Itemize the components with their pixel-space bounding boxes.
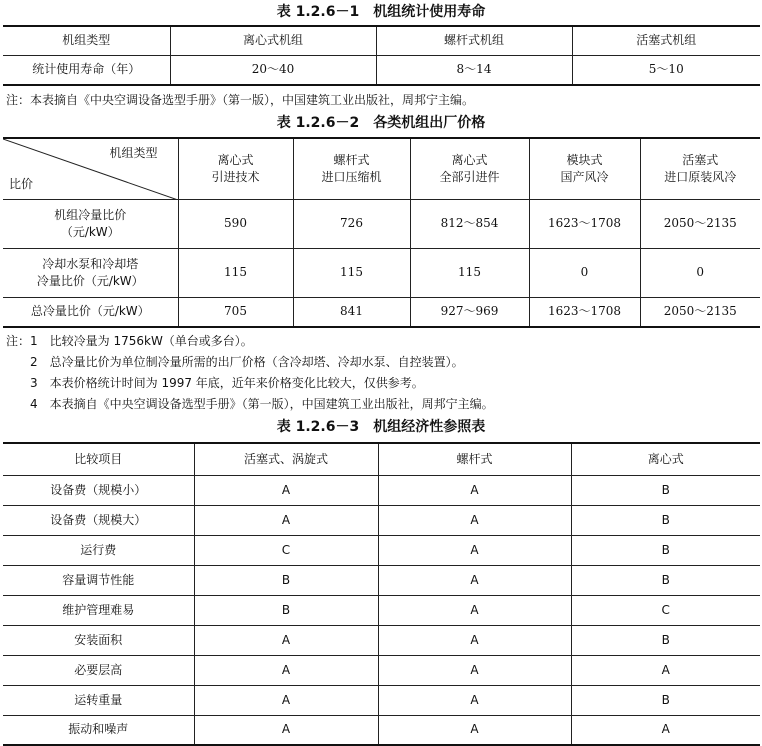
table3-economics	[3, 442, 760, 746]
table3-title: 表 1.2.6－3 机组经济性参照表	[276, 419, 486, 435]
table-cell: C	[571, 595, 760, 625]
table-cell: C	[194, 535, 378, 565]
table-cell: A	[378, 565, 571, 595]
table-cell: 927～969	[410, 297, 529, 327]
table-cell: A	[571, 715, 760, 745]
header-cell: 离心式	[571, 443, 760, 475]
table2-note-3: 3 本表价格统计时间为 1997 年底，近年来价格变化比较大，仅供参考。	[30, 376, 424, 390]
table-cell: A	[194, 475, 378, 505]
header-cell: 模块式 国产风冷	[529, 138, 640, 199]
table-cell: A	[194, 505, 378, 535]
table-header-row	[3, 443, 760, 475]
table-cell: A	[378, 505, 571, 535]
table-cell: 8～14	[376, 55, 572, 85]
table-row	[3, 297, 760, 327]
table-row	[3, 248, 760, 297]
table-row	[3, 565, 760, 595]
row-label: 冷却水泵和冷却塔 冷量比价（元/kW）	[3, 248, 178, 297]
table-cell: A	[194, 655, 378, 685]
table-cell: A	[194, 625, 378, 655]
header-cell: 比较项目	[3, 443, 194, 475]
table-cell: A	[378, 655, 571, 685]
table-cell: A	[378, 595, 571, 625]
table-cell: 1623～1708	[529, 297, 640, 327]
table2-prices	[3, 137, 760, 328]
table-cell: 590	[178, 199, 293, 248]
table2-note-1: 注：1 比较冷量为 1756kW（单台或多台）。	[6, 334, 253, 348]
table-cell: B	[194, 595, 378, 625]
table-row	[3, 55, 760, 85]
table-cell: A	[378, 475, 571, 505]
table-row	[3, 475, 760, 505]
row-label: 机组冷量比价 （元/kW）	[3, 199, 178, 248]
header-cell: 活塞式、涡旋式	[194, 443, 378, 475]
table-cell: 705	[178, 297, 293, 327]
table-cell: B	[571, 535, 760, 565]
table-cell: 20～40	[170, 55, 376, 85]
table-row	[3, 505, 760, 535]
table-row	[3, 595, 760, 625]
table-cell: A	[378, 685, 571, 715]
table1-title: 表 1.2.6－1 机组统计使用寿命	[276, 4, 486, 20]
row-label: 总冷量比价（元/kW）	[3, 297, 178, 327]
table-row	[3, 625, 760, 655]
header-cell: 螺杆式	[378, 443, 571, 475]
row-label: 容量调节性能	[3, 565, 194, 595]
row-label: 设备费（规模大）	[3, 505, 194, 535]
table-row	[3, 199, 760, 248]
table-cell: B	[571, 685, 760, 715]
table-cell: 841	[293, 297, 410, 327]
table-cell: 115	[178, 248, 293, 297]
header-cell: 离心式 全部引进件	[410, 138, 529, 199]
table-cell: A	[378, 625, 571, 655]
table-cell: A	[194, 715, 378, 745]
header-cell: 螺杆式机组	[376, 26, 572, 55]
table-header-row	[3, 26, 760, 55]
table-cell: 5～10	[572, 55, 760, 85]
table-cell: B	[571, 625, 760, 655]
table-cell: 812～854	[410, 199, 529, 248]
table2-note-4: 4 本表摘自《中央空调设备选型手册》（第一版），中国建筑工业出版社，周邦宁主编。	[30, 397, 494, 411]
table-cell: 0	[529, 248, 640, 297]
diagonal-header-cell	[3, 138, 178, 199]
corner-label-price: 比价	[9, 176, 34, 191]
table-row	[3, 655, 760, 685]
header-cell: 活塞式机组	[572, 26, 760, 55]
table-cell: A	[571, 655, 760, 685]
table-cell: 0	[640, 248, 760, 297]
table1-note: 注：本表摘自《中央空调设备选型手册》（第一版），中国建筑工业出版社，周邦宁主编。	[6, 93, 475, 107]
row-label: 设备费（规模小）	[3, 475, 194, 505]
header-cell: 螺杆式 进口压缩机	[293, 138, 410, 199]
table-cell: B	[571, 505, 760, 535]
table-cell: B	[571, 475, 760, 505]
row-label: 统计使用寿命（年）	[3, 55, 170, 85]
table1-lifespan	[3, 25, 760, 86]
table-cell: A	[378, 535, 571, 565]
table-cell: 115	[410, 248, 529, 297]
table-cell: 115	[293, 248, 410, 297]
table-cell: 726	[293, 199, 410, 248]
row-label: 运转重量	[3, 685, 194, 715]
table-cell: 2050～2135	[640, 199, 760, 248]
table2-title: 表 1.2.6－2 各类机组出厂价格	[276, 115, 486, 131]
header-cell: 活塞式 进口原装风冷	[640, 138, 760, 199]
corner-label-type: 机组类型	[109, 146, 158, 160]
row-label: 必要层高	[3, 655, 194, 685]
table-row	[3, 535, 760, 565]
table-cell: A	[194, 685, 378, 715]
table-row	[3, 715, 760, 745]
table-cell: A	[378, 715, 571, 745]
table-row	[3, 685, 760, 715]
table-cell: B	[194, 565, 378, 595]
header-cell: 离心式机组	[170, 26, 376, 55]
row-label: 维护管理难易	[3, 595, 194, 625]
row-label: 安装面积	[3, 625, 194, 655]
row-label: 振动和噪声	[3, 715, 194, 745]
table2-note-2: 2 总冷量比价为单位制冷量所需的出厂价格（含冷却塔、冷却水泵、自控装置）。	[30, 355, 464, 369]
table-cell: 2050～2135	[640, 297, 760, 327]
table-cell: B	[571, 565, 760, 595]
row-label: 运行费	[3, 535, 194, 565]
header-cell: 机组类型	[3, 26, 170, 55]
table-cell: 1623～1708	[529, 199, 640, 248]
header-cell: 离心式 引进技术	[178, 138, 293, 199]
table-header-row	[3, 138, 760, 199]
